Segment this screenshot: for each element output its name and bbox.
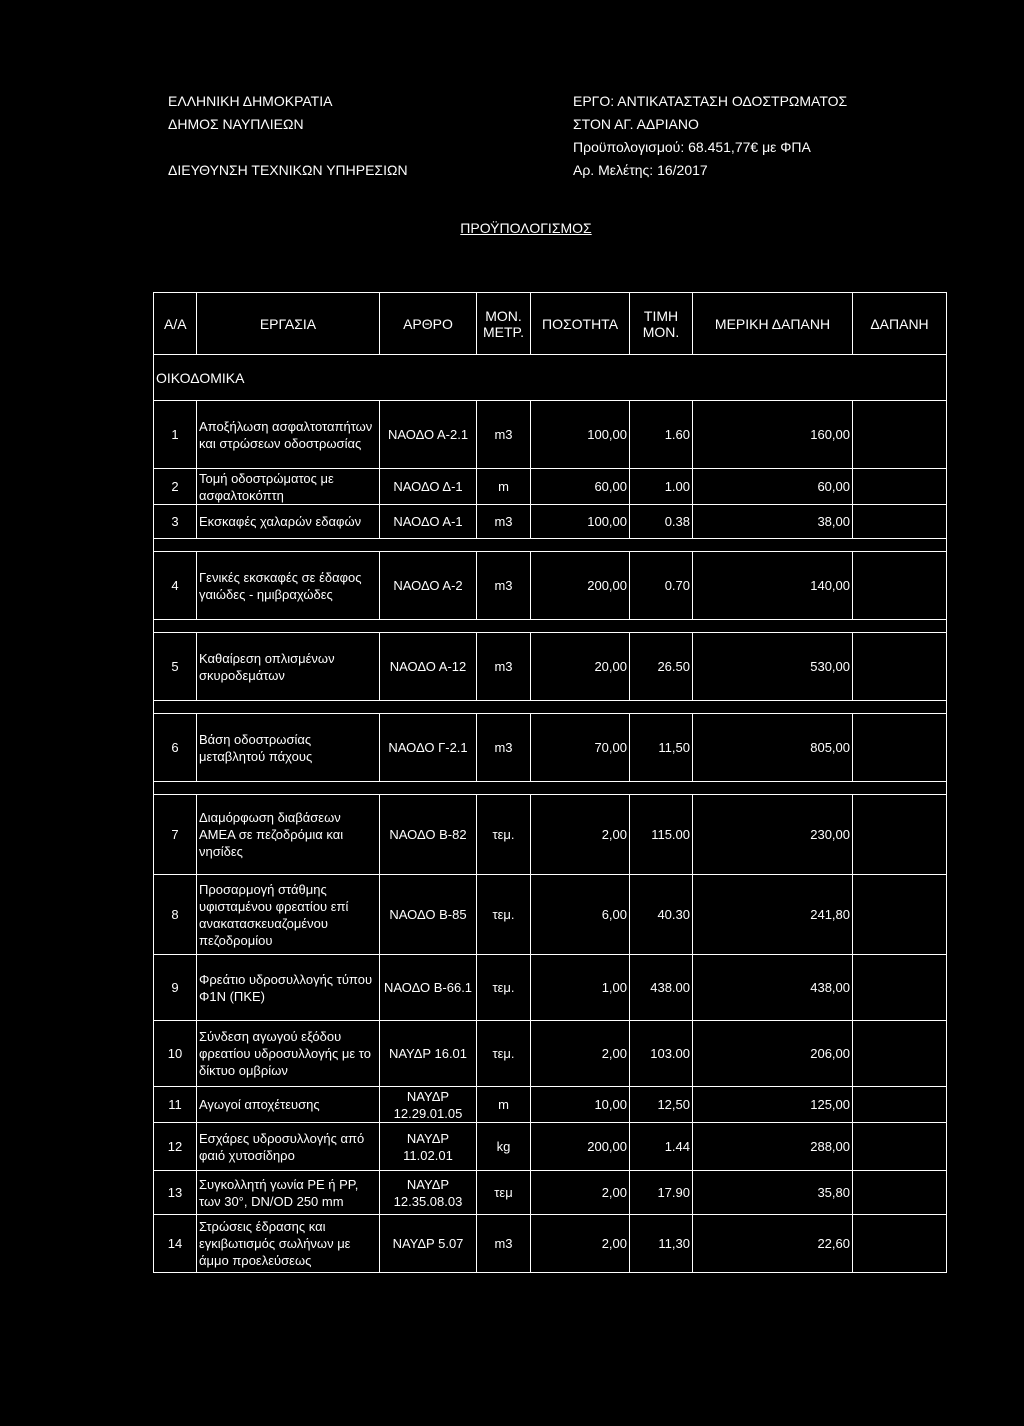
spacer-row — [154, 782, 947, 795]
partial-cost-cell: 438,00 — [693, 955, 853, 1021]
article-cell: ΝΑΟΔΟ Β-82 — [380, 795, 477, 875]
row-number: 11 — [154, 1087, 197, 1123]
spacer-row — [154, 701, 947, 714]
left-header — [168, 90, 408, 182]
project-budget: Προϋπολογισμού: 68.451,77€ με ΦΠΑ — [573, 139, 811, 155]
unit-cell: m — [477, 469, 531, 505]
row-number: 1 — [154, 401, 197, 469]
unit-price-cell: 103.00 — [630, 1021, 693, 1087]
partial-cost-cell: 288,00 — [693, 1123, 853, 1171]
total-cost-cell — [853, 505, 947, 539]
unit-cell: τεμ. — [477, 875, 531, 955]
partial-cost-cell: 140,00 — [693, 552, 853, 620]
task-cell: Αποξήλωση ασφαλτοταπήτων και στρώσεων οδοστρωσίας — [197, 401, 380, 469]
unit-cell: τεμ — [477, 1171, 531, 1215]
total-cost-cell — [853, 633, 947, 701]
municipality-label: ΔΗΜΟΣ ΝΑΥΠΛΙΕΩΝ — [168, 116, 304, 132]
quantity-cell: 2,00 — [531, 795, 630, 875]
row-number: 9 — [154, 955, 197, 1021]
table-row — [154, 1171, 947, 1215]
row-number: 13 — [154, 1171, 197, 1215]
task-cell: Καθαίρεση οπλισμένων σκυροδεμάτων — [197, 633, 380, 701]
partial-cost-cell: 206,00 — [693, 1021, 853, 1087]
article-cell: ΝΑΥΔΡ 5.07 — [380, 1215, 477, 1273]
project-location: ΣΤΟΝ ΑΓ. ΑΔΡΙΑΝΟ — [573, 116, 699, 132]
table-row — [154, 955, 947, 1021]
unit-cell: τεμ. — [477, 795, 531, 875]
unit-price-cell: 11,50 — [630, 714, 693, 782]
row-number: 7 — [154, 795, 197, 875]
right-header — [573, 90, 847, 182]
task-cell: Συγκολλητή γωνία PE ή PP, των 30°, DN/OD 250 mm — [197, 1171, 380, 1215]
task-cell: Γενικές εκσκαφές σε έδαφος γαιώδες - ημιβραχώδες — [197, 552, 380, 620]
unit-cell: m3 — [477, 633, 531, 701]
col-header-partial: ΜΕΡΙΚΗ ΔΑΠΑΝΗ — [693, 293, 853, 355]
article-cell: ΝΑΥΔΡ 12.29.01.05 — [380, 1087, 477, 1123]
unit-cell: τεμ. — [477, 1021, 531, 1087]
quantity-cell: 10,00 — [531, 1087, 630, 1123]
col-header-unit: ΜΟΝ. ΜΕΤΡ. — [477, 293, 531, 355]
study-number: Αρ. Μελέτης: 16/2017 — [573, 162, 708, 178]
task-cell: Προσαρμογή στάθμης υφισταμένου φρεατίου επί ανακατασκευαζομένου πεζοδρομίου — [197, 875, 380, 955]
quantity-cell: 70,00 — [531, 714, 630, 782]
task-cell: Διαμόρφωση διαβάσεων ΑΜΕΑ σε πεζοδρόμια και νησίδες — [197, 795, 380, 875]
total-cost-cell — [853, 795, 947, 875]
table-row — [154, 1215, 947, 1273]
partial-cost-cell: 38,00 — [693, 505, 853, 539]
total-cost-cell — [853, 875, 947, 955]
unit-price-cell: 438.00 — [630, 955, 693, 1021]
article-cell: ΝΑΥΔΡ 11.02.01 — [380, 1123, 477, 1171]
total-cost-cell — [853, 1215, 947, 1273]
country-label: ΕΛΛΗΝΙΚΗ ΔΗΜΟΚΡΑΤΙΑ — [168, 93, 333, 109]
article-cell: ΝΑΟΔΟ Α-2 — [380, 552, 477, 620]
partial-cost-cell: 530,00 — [693, 633, 853, 701]
partial-cost-cell: 60,00 — [693, 469, 853, 505]
unit-price-cell: 0.38 — [630, 505, 693, 539]
article-cell: ΝΑΟΔΟ Α-2.1 — [380, 401, 477, 469]
unit-cell: kg — [477, 1123, 531, 1171]
spacer-row — [154, 539, 947, 552]
section-row — [154, 355, 947, 401]
quantity-cell: 200,00 — [531, 552, 630, 620]
quantity-cell: 2,00 — [531, 1215, 630, 1273]
row-number: 12 — [154, 1123, 197, 1171]
partial-cost-cell: 125,00 — [693, 1087, 853, 1123]
unit-cell: m — [477, 1087, 531, 1123]
row-number: 6 — [154, 714, 197, 782]
total-cost-cell — [853, 469, 947, 505]
task-cell: Αγωγοί αποχέτευσης — [197, 1087, 380, 1123]
total-cost-cell — [853, 401, 947, 469]
unit-cell: m3 — [477, 505, 531, 539]
quantity-cell: 60,00 — [531, 469, 630, 505]
unit-price-cell: 11,30 — [630, 1215, 693, 1273]
total-cost-cell — [853, 552, 947, 620]
col-header-task: ΕΡΓΑΣΙΑ — [197, 293, 380, 355]
row-number: 5 — [154, 633, 197, 701]
unit-price-cell: 0.70 — [630, 552, 693, 620]
task-cell: Βάση οδοστρωσίας μεταβλητού πάχους — [197, 714, 380, 782]
spacer-cell — [154, 539, 947, 552]
quantity-cell: 20,00 — [531, 633, 630, 701]
unit-price-cell: 17.90 — [630, 1171, 693, 1215]
row-number: 8 — [154, 875, 197, 955]
quantity-cell: 200,00 — [531, 1123, 630, 1171]
unit-price-cell: 115.00 — [630, 795, 693, 875]
section-label: ΟΙΚΟΔΟΜΙΚΑ — [154, 355, 947, 401]
unit-price-cell: 26.50 — [630, 633, 693, 701]
table-row — [154, 633, 947, 701]
article-cell: ΝΑΟΔΟ Δ-1 — [380, 469, 477, 505]
project-title: ΕΡΓΟ: ΑΝΤΙΚΑΤΑΣΤΑΣΗ ΟΔΟΣΤΡΩΜΑΤΟΣ — [573, 93, 848, 109]
col-header-quantity: ΠΟΣΟΤΗΤΑ — [531, 293, 630, 355]
col-header-price: ΤΙΜΗ ΜΟΝ. — [630, 293, 693, 355]
total-cost-cell — [853, 1087, 947, 1123]
task-cell: Στρώσεις έδρασης και εγκιβωτισμός σωλήνων με άμμο προελεύσεως — [197, 1215, 380, 1273]
total-cost-cell — [853, 955, 947, 1021]
quantity-cell: 100,00 — [531, 401, 630, 469]
col-header-aa: Α/Α — [154, 293, 197, 355]
article-cell: ΝΑΟΔΟ Α-12 — [380, 633, 477, 701]
document-title: ΠΡΟΫΠΟΛΟΓΙΣΜΟΣ — [460, 220, 592, 236]
unit-cell: m3 — [477, 714, 531, 782]
quantity-cell: 100,00 — [531, 505, 630, 539]
task-cell: Εκσκαφές χαλαρών εδαφών — [197, 505, 380, 539]
partial-cost-cell: 241,80 — [693, 875, 853, 955]
spacer-cell — [154, 701, 947, 714]
article-cell: ΝΑΟΔΟ Β-66.1 — [380, 955, 477, 1021]
row-number: 2 — [154, 469, 197, 505]
article-cell: ΝΑΟΔΟ Β-85 — [380, 875, 477, 955]
budget-table — [153, 292, 947, 1273]
spacer-row — [154, 620, 947, 633]
table-row — [154, 795, 947, 875]
unit-price-cell: 12,50 — [630, 1087, 693, 1123]
table-row — [154, 875, 947, 955]
total-cost-cell — [853, 1171, 947, 1215]
spacer-cell — [154, 782, 947, 795]
table-row — [154, 1021, 947, 1087]
quantity-cell: 2,00 — [531, 1171, 630, 1215]
partial-cost-cell: 160,00 — [693, 401, 853, 469]
row-number: 4 — [154, 552, 197, 620]
table-row — [154, 1087, 947, 1123]
article-cell: ΝΑΟΔΟ Α-1 — [380, 505, 477, 539]
unit-price-cell: 1.44 — [630, 1123, 693, 1171]
partial-cost-cell: 230,00 — [693, 795, 853, 875]
table-row — [154, 401, 947, 469]
unit-cell: m3 — [477, 1215, 531, 1273]
table-header-row — [154, 293, 947, 355]
partial-cost-cell: 22,60 — [693, 1215, 853, 1273]
row-number: 3 — [154, 505, 197, 539]
total-cost-cell — [853, 1123, 947, 1171]
row-number: 14 — [154, 1215, 197, 1273]
department-label: ΔΙΕΥΘΥΝΣΗ ΤΕΧΝΙΚΩΝ ΥΠΗΡΕΣΙΩΝ — [168, 162, 408, 178]
unit-price-cell: 1.00 — [630, 469, 693, 505]
total-cost-cell — [853, 714, 947, 782]
col-header-total: ΔΑΠΑΝΗ — [853, 293, 947, 355]
task-cell: Σύνδεση αγωγού εξόδου φρεατίου υδροσυλλογής με το δίκτυο ομβρίων — [197, 1021, 380, 1087]
quantity-cell: 2,00 — [531, 1021, 630, 1087]
quantity-cell: 6,00 — [531, 875, 630, 955]
partial-cost-cell: 805,00 — [693, 714, 853, 782]
unit-cell: m3 — [477, 401, 531, 469]
task-cell: Τομή οδοστρώματος με ασφαλτοκόπτη — [197, 469, 380, 505]
task-cell: Εσχάρες υδροσυλλογής από φαιό χυτοσίδηρο — [197, 1123, 380, 1171]
unit-price-cell: 40.30 — [630, 875, 693, 955]
spacer-cell — [154, 620, 947, 633]
unit-price-cell: 1.60 — [630, 401, 693, 469]
unit-cell: m3 — [477, 552, 531, 620]
row-number: 10 — [154, 1021, 197, 1087]
total-cost-cell — [853, 1021, 947, 1087]
task-cell: Φρεάτιο υδροσυλλογής τύπου Φ1Ν (ΠΚΕ) — [197, 955, 380, 1021]
article-cell: ΝΑΥΔΡ 12.35.08.03 — [380, 1171, 477, 1215]
table-row — [154, 552, 947, 620]
col-header-article: ΑΡΘΡΟ — [380, 293, 477, 355]
table-row — [154, 505, 947, 539]
partial-cost-cell: 35,80 — [693, 1171, 853, 1215]
table-row — [154, 1123, 947, 1171]
article-cell: ΝΑΟΔΟ Γ-2.1 — [380, 714, 477, 782]
unit-cell: τεμ. — [477, 955, 531, 1021]
quantity-cell: 1,00 — [531, 955, 630, 1021]
article-cell: ΝΑΥΔΡ 16.01 — [380, 1021, 477, 1087]
table-row — [154, 714, 947, 782]
table-row — [154, 469, 947, 505]
